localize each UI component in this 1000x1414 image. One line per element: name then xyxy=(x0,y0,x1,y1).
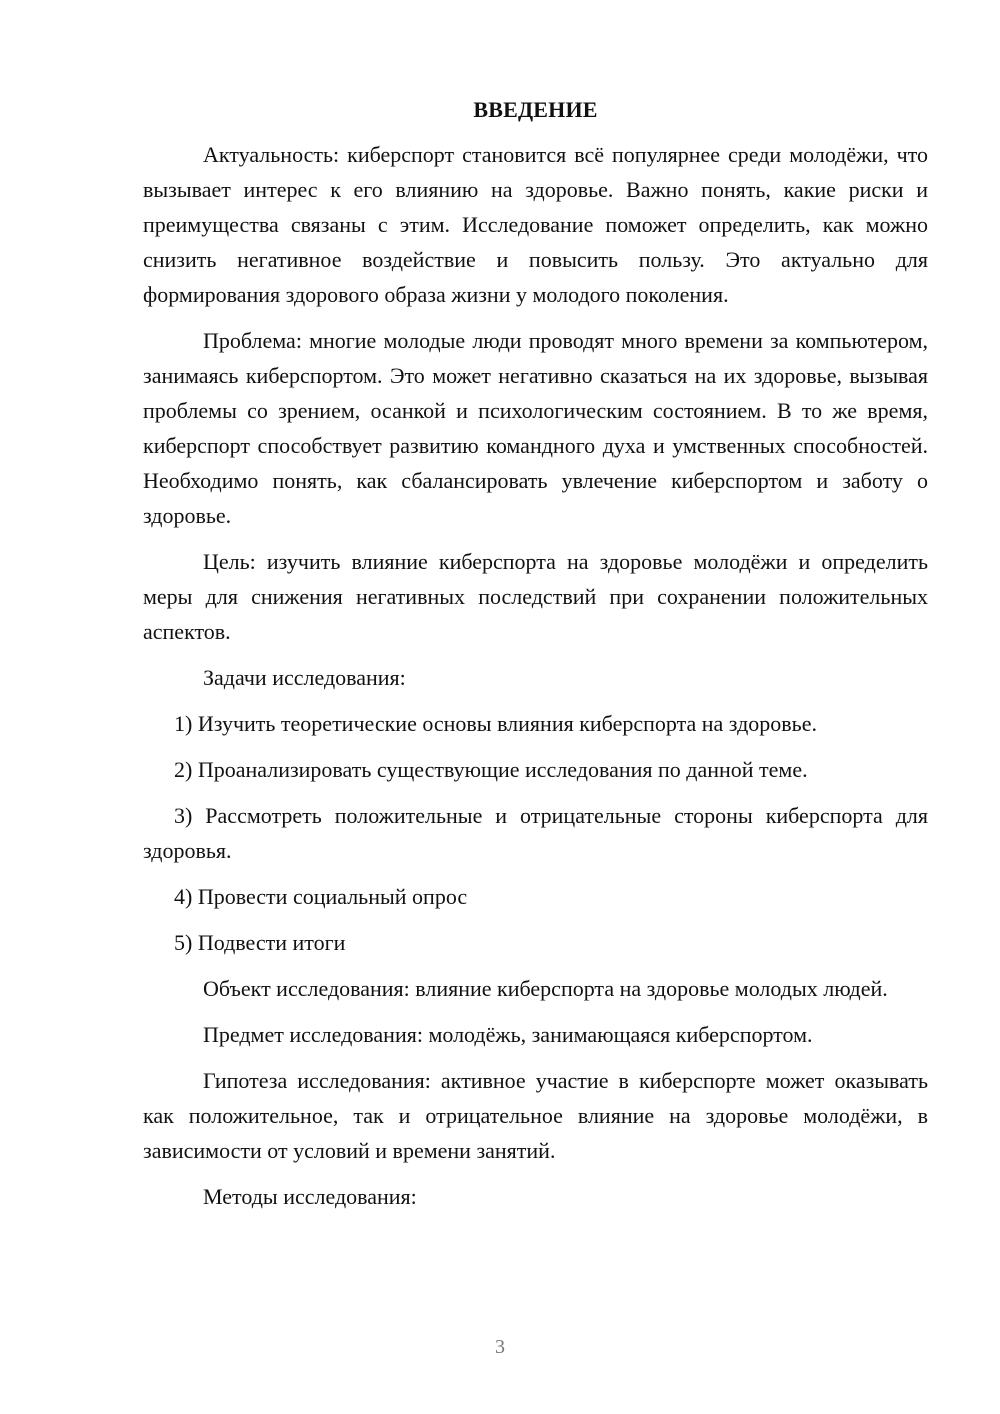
section-title: ВВЕДЕНИЕ xyxy=(473,97,598,122)
task-item-3: 3) Рассмотреть положительные и отрицательные стороны киберспорта для здоровья. xyxy=(143,803,928,863)
page-content xyxy=(143,92,928,1225)
paragraph-problem: Проблема: многие молодые люди проводят много времени за компьютером, занимаясь киберспортом. Это может негативно сказаться на их здоровье, вызывая проблемы со зрением, осанкой и психологическим состоянием. В то же время, киберспорт способствует развитию командного духа и умственных способностей. Необходимо понять, как сбалансировать увлечение киберспортом и заботу о здоровье. xyxy=(143,328,928,528)
paragraph-relevance: Актуальность: киберспорт становится всё популярнее среди молодёжи, что вызывает интерес к его влиянию на здоровье. Важно понять, какие риски и преимущества связаны с этим. Исследование поможет определить, как можно снизить негативное воздействие и повысить пользу. Это актуально для формирования здорового образа жизни у молодого поколения. xyxy=(143,142,928,307)
paragraph-methods: Методы исследования: xyxy=(203,1184,417,1209)
task-item-4: 4) Провести социальный опрос xyxy=(174,884,468,909)
paragraph-goal: Цель: изучить влияние киберспорта на здоровье молодёжи и определить меры для снижения негативных последствий при сохранении положительных аспектов. xyxy=(143,549,928,644)
task-item-5: 5) Подвести итоги xyxy=(174,930,346,955)
paragraph-subject: Предмет исследования: молодёжь, занимающаяся киберспортом. xyxy=(203,1022,813,1047)
paragraph-object: Объект исследования: влияние киберспорта на здоровье молодых людей. xyxy=(203,976,888,1001)
task-item-1: 1) Изучить теоретические основы влияния киберспорта на здоровье. xyxy=(174,711,817,736)
paragraph-tasks-heading: Задачи исследования: xyxy=(203,665,406,690)
page-number: 3 xyxy=(495,1336,505,1358)
task-item-2: 2) Проанализировать существующие исследования по данной теме. xyxy=(174,757,808,782)
paragraph-hypothesis: Гипотеза исследования: активное участие в киберспорте может оказывать как положительное, так и отрицательное влияние на здоровье молодёжи, в зависимости от условий и времени занятий. xyxy=(143,1068,928,1163)
